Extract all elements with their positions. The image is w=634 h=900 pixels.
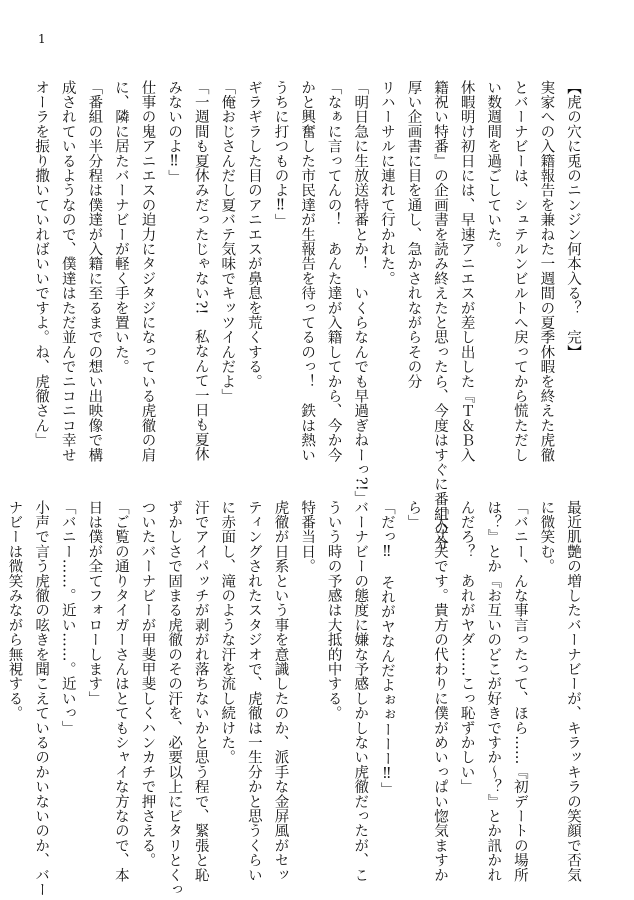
- text-line: に赤面し、滝のような汗を流し続けた。: [219, 500, 236, 765]
- text-line: ういう時の予感は大抵的中する。: [325, 500, 342, 721]
- text-line: 虎徹が日系という事を意識したのか、派手な金屏風がセッ: [272, 500, 289, 883]
- text-line: 「俺おじさんだし夏バテ気味でキッツイんだよ」: [219, 80, 236, 404]
- text-line: 汗でアイパッチが剥がれ落ちないかと思う程で、緊張と恥: [192, 500, 209, 883]
- text-line: かと興奮した市民達が生報告を待ってるのっ！ 鉄は熱い: [299, 80, 316, 463]
- text-line: うちに打つものよ‼」: [272, 80, 289, 229]
- text-line: 特番当日。: [299, 500, 316, 574]
- text-line: は？』とか『お互いのどこが好きですか〜？』とか訊かれ: [485, 500, 502, 883]
- text-line: ずかしさで固まる虎徹のその汗を、必要以上にピタリとくっ: [166, 500, 183, 897]
- text-line: みないのよ‼」: [166, 80, 183, 185]
- text-line: 籍祝い特番』の企画書を読み終えたと思ったら、今度はすぐに番組の分: [432, 80, 449, 551]
- text-line: 「バニー……。近い……。近いっ」: [59, 500, 76, 736]
- text-line: んだろ？ あれがヤダ……こっ恥ずかしい」: [458, 500, 475, 794]
- text-line: ナビーは微笑みながら無視する。: [6, 500, 23, 721]
- text-line: ティングされたスタジオで、虎徹は一生分かと思うくらい: [245, 500, 262, 883]
- text-line: オーラを振り撒いていればいいですよ。ね、虎徹さん」: [33, 80, 50, 448]
- text-line: 仕事の鬼アニエスの迫力にタジタジになっている虎徹の肩: [139, 80, 156, 463]
- text-line: 小声で言う虎徹の呟きを聞こえているのかいないのか、バー: [33, 500, 50, 897]
- text-line: 厚い企画書に目を通し、急かされながらその分: [405, 80, 422, 389]
- text-line: 実家への入籍報告を兼ねた一週間の夏季休暇を終えた虎徹: [538, 80, 555, 463]
- text-line: 「一週間も夏休みだったじゃない?! 私なんて一日も夏休: [192, 80, 209, 462]
- text-line: に微笑む。: [538, 500, 555, 574]
- text-line: 「大丈夫です。貴方の代わりに僕がめいっぱい惚気ますか: [432, 500, 449, 883]
- lower-text-block: [6, 500, 586, 897]
- text-line: 「番組の半分程は僕達が入籍に至るまでの想い出映像で構: [86, 80, 103, 463]
- text-line: 【虎の穴に兎のニンジン何本入る？ 完】: [565, 80, 581, 360]
- page-number: 1: [38, 32, 46, 46]
- text-line: 最近肌艶の増したバーナビーが、キラッキラの笑顔で否気: [565, 500, 581, 883]
- text-line: 休暇明け初日には、早速アニエスが差し出した『Ｔ＆Ｂ入: [458, 80, 475, 463]
- text-line: 「ご覧の通りタイガーさんはとてもシャイな方なので、本: [112, 500, 129, 883]
- text-line: ついたバーナビーが甲斐甲斐しくハンカチで押さえる。: [139, 500, 156, 868]
- text-line: い数週間を過ごしていた。: [485, 80, 502, 257]
- text-line: リハーサルに連れて行かれた。: [378, 80, 395, 286]
- text-line: 成されているようなので、僕達はただ並んでニコニコ幸せ: [59, 80, 76, 463]
- text-line: ギラギラした目のアニエスが鼻息を荒くする。: [245, 80, 262, 389]
- text-line: 日は僕が全てフォローします」: [86, 500, 103, 706]
- text-line: 「バニー、んな事言ったって、ほら……『初デートの場所: [511, 500, 528, 883]
- text-line: 「なぁに言ってんの！ あんた達が入籍してから、今か今: [325, 80, 342, 463]
- text-line: 「だっ‼ それがヤなんだよぉぉーーー‼」: [378, 500, 395, 797]
- text-line: に、隣に居たバーナビーが軽く手を置いた。: [112, 80, 129, 374]
- text-line: とバーナビーは、シュテルンビルトへ戻ってから慌ただし: [511, 80, 528, 463]
- text-line: 「明日急に生放送特番とか！ いくらなんでも早過ぎねーっ?!」: [352, 80, 369, 506]
- text-line: バーナビーの態度に嫌な予感しかしない虎徹だったが、こ: [352, 500, 369, 883]
- text-line: ら」: [405, 500, 422, 530]
